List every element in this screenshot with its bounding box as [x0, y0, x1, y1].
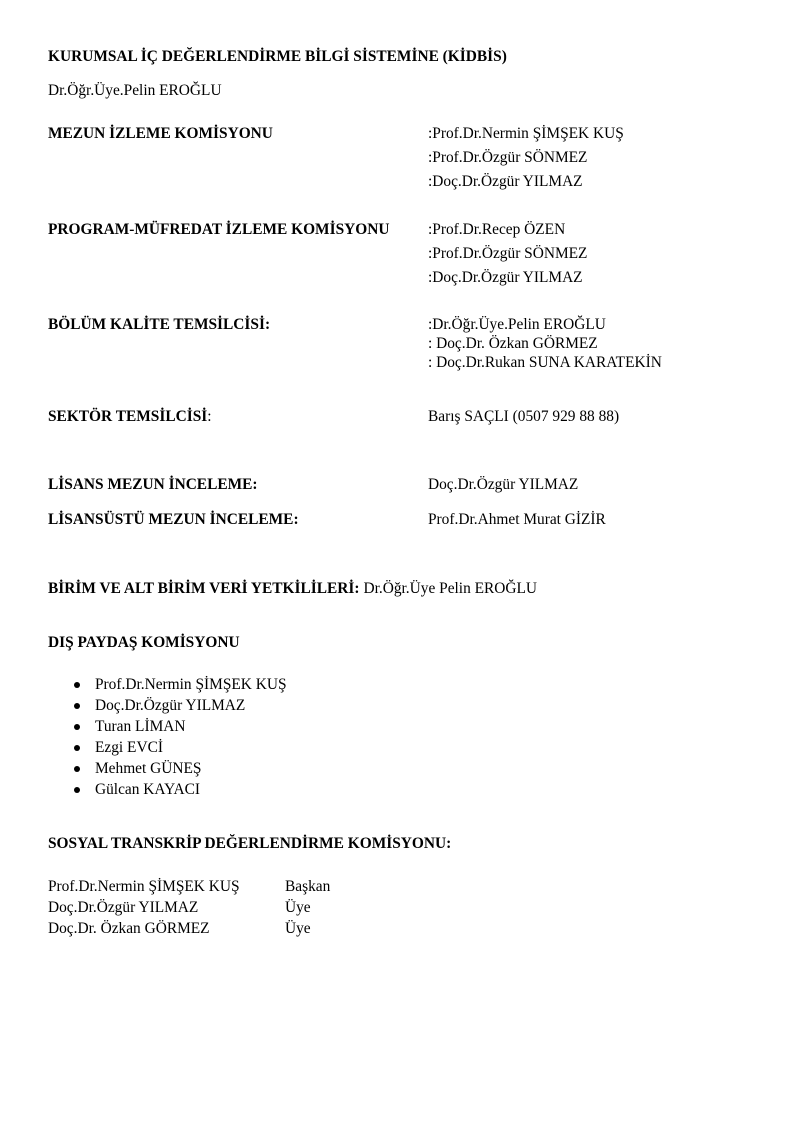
program-mufredat-heading: PROGRAM-MÜFREDAT İZLEME KOMİSYONU [48, 221, 390, 238]
bullet-icon [74, 787, 80, 793]
birim-heading: BİRİM VE ALT BİRİM VERİ YETKİLİLERİ: [48, 580, 360, 597]
kidbis-heading: KURUMSAL İÇ DEĞERLENDİRME BİLGİ SİSTEMİNE (KİDBİS) [48, 48, 507, 65]
lisans-heading: LİSANS MEZUN İNCELEME: [48, 476, 258, 493]
dis-paydas-member: Ezgi EVCİ [95, 739, 163, 756]
kidbis-person: Dr.Öğr.Üye.Pelin EROĞLU [48, 82, 222, 99]
sosyal-member-name: Doç.Dr.Özgür YILMAZ [48, 899, 199, 916]
bolum-kalite-heading: BÖLÜM KALİTE TEMSİLCİSİ: [48, 316, 271, 333]
sosyal-member-role: Üye [285, 899, 311, 916]
dis-paydas-heading: DIŞ PAYDAŞ KOMİSYONU [48, 634, 240, 651]
mezun-izleme-member: :Prof.Dr.Özgür SÖNMEZ [428, 149, 588, 166]
mezun-izleme-member: :Prof.Dr.Nermin ŞİMŞEK KUŞ [428, 125, 624, 142]
lisans-person: Doç.Dr.Özgür YILMAZ [428, 476, 579, 493]
bolum-kalite-member: :Dr.Öğr.Üye.Pelin EROĞLU [428, 316, 606, 333]
sektor-person: Barış SAÇLI (0507 929 88 88) [428, 408, 620, 425]
program-mufredat-member: :Prof.Dr.Recep ÖZEN [428, 221, 566, 238]
sosyal-member-name: Doç.Dr. Özkan GÖRMEZ [48, 920, 210, 937]
birim-line [48, 581, 537, 597]
dis-paydas-member: Doç.Dr.Özgür YILMAZ [95, 697, 246, 714]
dis-paydas-member: Mehmet GÜNEŞ [95, 760, 202, 777]
program-mufredat-member: :Prof.Dr.Özgür SÖNMEZ [428, 245, 588, 262]
dis-paydas-member: Gülcan KAYACI [95, 781, 201, 798]
dis-paydas-member: Prof.Dr.Nermin ŞİMŞEK KUŞ [95, 676, 287, 693]
dis-paydas-member: Turan LİMAN [95, 718, 186, 735]
bullet-icon [74, 724, 80, 730]
bolum-kalite-member: : Doç.Dr.Rukan SUNA KARATEKİN [428, 354, 662, 371]
sosyal-member-name: Prof.Dr.Nermin ŞİMŞEK KUŞ [48, 878, 240, 895]
bullet-icon [74, 745, 80, 751]
bullet-icon [74, 766, 80, 772]
sosyal-member-role: Üye [285, 920, 311, 937]
lisansustu-heading: LİSANSÜSTÜ MEZUN İNCELEME: [48, 511, 299, 528]
sektor-heading-line [48, 409, 212, 425]
sosyal-transkrip-heading: SOSYAL TRANSKRİP DEĞERLENDİRME KOMİSYONU: [48, 835, 452, 852]
program-mufredat-member: :Doç.Dr.Özgür YILMAZ [428, 269, 583, 286]
bolum-kalite-member: : Doç.Dr. Özkan GÖRMEZ [428, 335, 598, 352]
mezun-izleme-member: :Doç.Dr.Özgür YILMAZ [428, 173, 583, 190]
birim-person: Dr.Öğr.Üye Pelin EROĞLU [363, 580, 538, 597]
lisansustu-person: Prof.Dr.Ahmet Murat GİZİR [428, 511, 606, 528]
bullet-icon [74, 682, 80, 688]
sektor-heading: SEKTÖR TEMSİLCİSİ [48, 408, 208, 425]
bullet-icon [74, 703, 80, 709]
sosyal-member-role: Başkan [285, 878, 331, 895]
mezun-izleme-heading: MEZUN İZLEME KOMİSYONU [48, 125, 273, 142]
sektor-colon: : [207, 408, 212, 425]
